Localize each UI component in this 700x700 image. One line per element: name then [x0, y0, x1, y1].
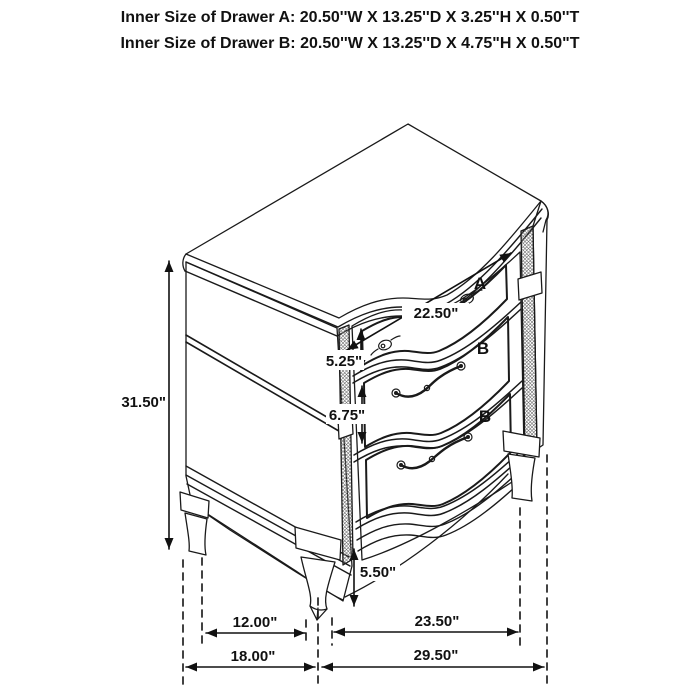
dim-overall-width-label: 29.50"	[413, 647, 459, 664]
dim-drawer-a-height-label: 5.25"	[325, 353, 363, 370]
dim-overall-depth-label: 18.00"	[230, 648, 276, 665]
inner-size-drawer-a: Inner Size of Drawer A: 20.50''W X 13.25''D X 3.25''H X 0.50''T	[120, 9, 580, 26]
dim-leg-height-label: 5.50"	[359, 564, 397, 581]
dim-drawer-b-height-label: 6.75"	[328, 407, 366, 424]
dim-overall-height-label: 31.50"	[121, 394, 166, 411]
dim-drawer-width-label: 22.50"	[413, 305, 459, 322]
inner-size-drawer-b: Inner Size of Drawer B: 20.50''W X 13.25''D X 4.75"H X 0.50"T	[120, 35, 580, 52]
drawer-b2-letter: B	[478, 407, 492, 426]
nightstand-drawing	[180, 124, 548, 620]
inner-size-header	[0, 5, 700, 57]
dim-front-leg-spacing-label: 23.50"	[414, 613, 460, 630]
drawer-a-letter: A	[473, 274, 487, 293]
leg-back-left	[180, 492, 209, 555]
dim-side-leg-spacing-label: 12.00"	[232, 614, 278, 631]
drawer-b1-letter: B	[476, 339, 490, 358]
